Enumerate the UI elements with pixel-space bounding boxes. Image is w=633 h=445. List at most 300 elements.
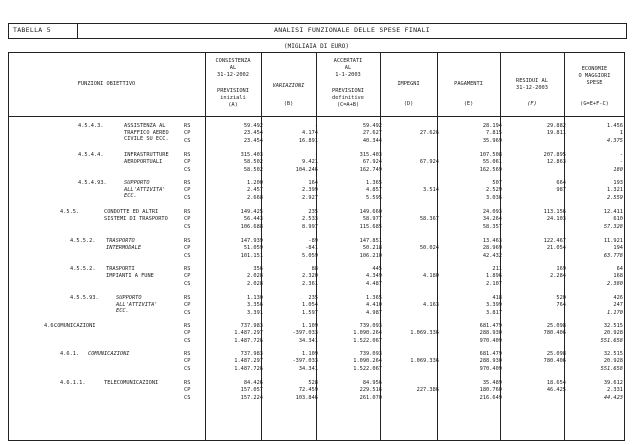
value-cell-c <box>326 238 382 260</box>
value <box>383 253 439 260</box>
value <box>383 338 439 345</box>
value: 2.107 <box>486 280 502 287</box>
value: 58.357 <box>482 223 502 230</box>
value <box>383 351 439 358</box>
value: 426 <box>613 295 623 301</box>
value-cell-f <box>510 323 566 345</box>
value: 7.815 <box>486 130 502 137</box>
value: 2.320 <box>302 273 318 280</box>
value: 3.391 <box>247 309 263 316</box>
value-cell-d <box>383 380 439 402</box>
value: 162.749 <box>359 166 382 173</box>
value: 64 <box>616 266 623 272</box>
value: 28.194 <box>482 123 502 129</box>
row-title-line: SUPPORTO <box>124 180 150 186</box>
value-cell-d <box>383 180 439 202</box>
value-cell-a <box>207 209 263 231</box>
value-cell-c <box>326 323 382 345</box>
value: 520 <box>556 295 566 301</box>
value: 418 <box>492 295 502 301</box>
value: 261.070 <box>359 394 382 401</box>
value: 72.459 <box>298 387 318 394</box>
value: 1.069.336 <box>410 330 439 337</box>
value: 50.024 <box>419 245 439 252</box>
row-code: 4.6. <box>44 323 57 329</box>
value: 35.969 <box>482 137 502 144</box>
value: 4.180 <box>423 273 439 280</box>
value: 88 <box>311 266 318 272</box>
value: 56.443 <box>243 216 263 223</box>
value: 3.399 <box>486 302 502 309</box>
row-code: 4.6.1.1. <box>60 380 86 386</box>
value: 1.069.336 <box>410 358 439 365</box>
value: 987 <box>556 187 566 194</box>
value: 737.983 <box>240 351 263 357</box>
type-code: CP <box>184 273 191 280</box>
value-cell-f <box>510 152 566 174</box>
value: - <box>619 159 623 166</box>
value: 235 <box>308 209 318 215</box>
value: 59.492 <box>362 123 382 129</box>
value <box>510 253 566 260</box>
value: 193 <box>613 180 623 186</box>
value: 780.406 <box>543 358 566 365</box>
value: 3.036 <box>486 194 502 201</box>
value <box>383 180 439 187</box>
value: -397.033 <box>292 330 318 337</box>
value: 157.224 <box>240 394 263 401</box>
value: 44.423 <box>603 394 623 401</box>
value-cell-e <box>446 209 502 231</box>
value <box>383 138 439 145</box>
value: 19.811 <box>546 130 566 137</box>
value: 42.432 <box>482 252 502 259</box>
value-cell-e <box>446 380 502 402</box>
value: 4.349 <box>366 273 382 280</box>
type-code: RS <box>184 123 191 129</box>
value-cell-g <box>567 266 623 288</box>
value: 180.760 <box>479 387 502 394</box>
value: 356 <box>253 266 263 272</box>
value: 2.028 <box>247 273 263 280</box>
value-cell-c <box>326 266 382 288</box>
value: 970.409 <box>479 365 502 372</box>
value <box>383 366 439 373</box>
value: 1.487.297 <box>234 358 263 365</box>
value-cell-b <box>262 123 318 145</box>
value: 59.492 <box>243 123 263 129</box>
table-row <box>8 238 625 262</box>
value: 2.533 <box>302 216 318 223</box>
header-residui: RESIDUI AL 31-12-2003 <box>516 78 548 91</box>
value: 3.817 <box>486 309 502 316</box>
value-cell-b <box>262 180 318 202</box>
value-cell-g <box>567 180 623 202</box>
value-cell-f <box>510 380 566 402</box>
row-types <box>184 152 196 174</box>
row-title-line: CONDOTTE ED ALTRI <box>104 209 159 215</box>
value: 27.627 <box>362 130 382 137</box>
value <box>383 380 439 387</box>
value-cell-e <box>446 123 502 145</box>
value: 1.321 <box>607 187 623 194</box>
type-code: CP <box>184 216 191 223</box>
value: 4.410 <box>366 302 382 309</box>
value: 315.403 <box>359 152 382 158</box>
value-cell-c <box>326 209 382 231</box>
value-cell-c <box>326 180 382 202</box>
value <box>383 281 439 288</box>
value: 58.502 <box>243 159 263 166</box>
value: 1.109 <box>302 351 318 357</box>
table-row <box>8 295 625 319</box>
value: 12.863 <box>546 159 566 166</box>
type-code: CS <box>184 137 191 144</box>
row-types <box>184 266 196 288</box>
value: 4.174 <box>302 130 318 137</box>
value: 149.660 <box>359 209 382 215</box>
header-funzioni: FUNZIONI OBIETTIVO <box>77 81 136 87</box>
value-cell-e <box>446 351 502 373</box>
value <box>510 138 566 145</box>
value: 168 <box>613 273 623 280</box>
value: 29.882 <box>546 123 566 129</box>
value: 149.425 <box>240 209 263 215</box>
value: 229.516 <box>359 387 382 394</box>
value: 739.093 <box>359 323 382 329</box>
row-title-line: INFRASTRUTTURE <box>124 152 169 158</box>
value: 107.508 <box>479 152 502 158</box>
value: 122.467 <box>543 238 566 244</box>
value: 18.654 <box>546 380 566 386</box>
value: 58.367 <box>419 216 439 223</box>
value-cell-d <box>383 238 439 260</box>
value: 2.927 <box>302 194 318 201</box>
header-residui-sub: (F) <box>527 101 537 107</box>
value-cell-e <box>446 152 502 174</box>
value: 247 <box>613 302 623 309</box>
value: 55.061 <box>482 159 502 166</box>
value-cell-g <box>567 380 623 402</box>
type-code: CS <box>184 309 191 316</box>
unit-label: (MIGLIAIA DI EURO) <box>283 43 350 50</box>
value-cell-b <box>262 323 318 345</box>
value-cell-a <box>207 295 263 317</box>
header-variazioni-sub: (B) <box>283 101 294 107</box>
value: 11.921 <box>603 238 623 244</box>
type-code: CP <box>184 187 191 194</box>
type-code: CP <box>184 302 191 309</box>
table-row <box>8 123 625 147</box>
value-cell-c <box>326 295 382 317</box>
value-cell-f <box>510 238 566 260</box>
value-cell-g <box>567 323 623 345</box>
type-code: CP <box>184 358 191 365</box>
row-types <box>184 380 196 402</box>
value: 216.649 <box>479 394 502 401</box>
type-code: CP <box>184 330 191 337</box>
value: 67.924 <box>362 159 382 166</box>
value: 1.090.264 <box>353 330 382 337</box>
value-cell-a <box>207 152 263 174</box>
value: 551.658 <box>600 337 623 344</box>
value <box>383 238 439 245</box>
header-accertati-sub: PREVISIONI definitive (C=A+B) <box>332 88 364 108</box>
value <box>510 310 566 317</box>
value: 1.054 <box>302 302 318 309</box>
value <box>510 167 566 174</box>
value-cell-c <box>326 380 382 402</box>
value: 20.928 <box>603 358 623 365</box>
value: 113.156 <box>543 209 566 215</box>
value: 103.846 <box>295 394 318 401</box>
header-variazioni: VARIAZIONI <box>272 83 305 89</box>
row-types <box>184 351 196 373</box>
value: 12.411 <box>603 209 623 215</box>
row-title-line: TRASPORTO <box>106 238 135 244</box>
value: 34.341 <box>298 337 318 344</box>
value-cell-d <box>383 323 439 345</box>
table-row <box>8 380 625 404</box>
value: 180 <box>613 166 623 173</box>
value: 58.977 <box>362 216 382 223</box>
row-title-line: SISTEMI DI TRASPORTO <box>104 215 168 222</box>
value: 39.612 <box>603 380 623 386</box>
value: 1.130 <box>247 295 263 301</box>
row-types <box>184 295 196 317</box>
value <box>383 123 439 130</box>
row-types <box>184 123 196 145</box>
row-title-line: AEROPORTUALI <box>124 158 163 165</box>
value: 63.778 <box>603 252 623 259</box>
value: 23.454 <box>243 137 263 144</box>
value-cell-g <box>567 351 623 373</box>
header-impegni: IMPEGNI <box>397 81 420 87</box>
value: 3.514 <box>423 187 439 194</box>
value: 1.522.067 <box>353 337 382 344</box>
value-cell-e <box>446 323 502 345</box>
value: 1.170 <box>607 309 623 316</box>
value: 288.930 <box>479 358 502 365</box>
value-cell-e <box>446 266 502 288</box>
value-cell-d <box>383 123 439 145</box>
row-code: 4.5.5.2. <box>70 238 96 244</box>
header-economie: ECONOMIE O MAGGIORI SPESE <box>578 66 611 86</box>
row-code: 4.5.5.2. <box>70 266 96 272</box>
value <box>510 224 566 231</box>
value-cell-g <box>567 152 623 174</box>
value: 32.515 <box>603 323 623 329</box>
value: 3.356 <box>247 302 263 309</box>
value-cell-d <box>383 295 439 317</box>
value: 445 <box>372 266 382 272</box>
row-title-line: IMPIANTI A FUNE <box>106 272 154 279</box>
type-code: RS <box>184 238 191 244</box>
value: 528 <box>308 380 318 386</box>
value-cell-b <box>262 209 318 231</box>
value: 13.463 <box>482 238 502 244</box>
header-consistenza: CONSISTENZA AL 31-12-2002 <box>215 58 251 78</box>
value: 106.688 <box>240 223 263 230</box>
value <box>383 295 439 302</box>
value-cell-a <box>207 266 263 288</box>
value-cell-e <box>446 180 502 202</box>
row-types <box>184 209 196 231</box>
value: 4.857 <box>366 187 382 194</box>
value: 507 <box>492 180 502 186</box>
value-cell-a <box>207 351 263 373</box>
value: - <box>314 123 318 129</box>
row-types <box>184 323 196 345</box>
value: 101.151 <box>240 252 263 259</box>
value-cell-g <box>567 238 623 260</box>
value: 1.597 <box>302 309 318 316</box>
value: 1.896 <box>486 273 502 280</box>
value-cell-c <box>326 123 382 145</box>
value: 970.409 <box>479 337 502 344</box>
value: 194 <box>613 245 623 252</box>
header-economie-sub: (G=E+F-C) <box>580 101 609 107</box>
value: 4.987 <box>366 309 382 316</box>
table-row <box>8 209 625 233</box>
type-code: CP <box>184 387 191 394</box>
value: 681.479 <box>479 351 502 357</box>
type-code: CP <box>184 159 191 166</box>
value-cell-b <box>262 238 318 260</box>
value: 2.668 <box>247 194 263 201</box>
table-title: ANALISI FUNZIONALE DELLE SPESE FINALI <box>274 26 430 34</box>
type-code: RS <box>184 351 191 357</box>
row-title-line: INTERMODALE <box>106 244 142 251</box>
value-cell-b <box>262 295 318 317</box>
value: 1.522.067 <box>353 365 382 372</box>
value: 46.425 <box>546 387 566 394</box>
row-title-line: ALL'ATTIVITA' <box>116 301 158 308</box>
value-cell-b <box>262 380 318 402</box>
value: 1.200 <box>247 180 263 186</box>
header-pagamenti-sub: (E) <box>463 101 474 107</box>
value: 2.457 <box>247 187 263 194</box>
value: 40.344 <box>362 137 382 144</box>
value <box>510 195 566 202</box>
value: 2.028 <box>247 280 263 287</box>
value: - <box>619 152 623 158</box>
table-row <box>8 266 625 290</box>
type-code: CS <box>184 337 191 344</box>
row-title-line: COMUNICAZIONI <box>88 351 130 357</box>
row-title-line: TRAFFICO AEREO <box>124 129 169 136</box>
value: 1.365 <box>366 180 382 186</box>
value <box>383 395 439 402</box>
row-title-line: TELECOMUNICAZIONI <box>104 380 159 386</box>
value: 780.406 <box>543 330 566 337</box>
row-title-line: ASSISTENZA AL <box>124 123 166 129</box>
value: 288.930 <box>479 330 502 337</box>
value: 8.997 <box>302 223 318 230</box>
type-code: CS <box>184 223 191 230</box>
value: 737.983 <box>240 323 263 329</box>
row-types <box>184 238 196 260</box>
value: 315.403 <box>240 152 263 158</box>
row-title-line: ALL'ATTIVITA' <box>124 186 166 193</box>
type-code: RS <box>184 266 191 272</box>
value: 32.515 <box>603 351 623 357</box>
value-cell-g <box>567 209 623 231</box>
table-row <box>8 180 625 204</box>
value-cell-c <box>326 351 382 373</box>
value: 739.093 <box>359 351 382 357</box>
value <box>383 195 439 202</box>
table-label: TABELLA 5 <box>13 26 51 34</box>
value-cell-a <box>207 380 263 402</box>
value: 1.487.297 <box>234 330 263 337</box>
value: 34.264 <box>482 216 502 223</box>
value: 84.426 <box>243 380 263 386</box>
value: 147.939 <box>240 238 263 244</box>
value: 664 <box>556 180 566 186</box>
row-title-line: CIVILE SU ECC. <box>124 136 169 143</box>
value: 25.098 <box>546 351 566 357</box>
value-cell-g <box>567 295 623 317</box>
header-impegni-sub: (D) <box>403 101 414 107</box>
value <box>383 209 439 216</box>
value-cell-a <box>207 180 263 202</box>
value: 551.658 <box>600 365 623 372</box>
value: 2.361 <box>302 280 318 287</box>
value: -841 <box>305 245 318 252</box>
value: 58.502 <box>243 166 263 173</box>
row-title-line: ECC. <box>124 193 137 200</box>
value: 20.928 <box>603 330 623 337</box>
type-code: RS <box>184 323 191 329</box>
value-cell-d <box>383 152 439 174</box>
type-code: CS <box>184 252 191 259</box>
table-title-bar <box>8 23 627 39</box>
header-pagamenti: PAGAMENTI <box>454 81 483 87</box>
value: 235 <box>308 295 318 301</box>
value: 157.057 <box>240 387 263 394</box>
value: 35.489 <box>482 380 502 386</box>
value: 34.341 <box>298 365 318 372</box>
table-row <box>8 152 625 176</box>
value: 104.246 <box>295 166 318 173</box>
row-code: 4.5.5.93. <box>70 295 99 301</box>
value <box>383 310 439 317</box>
row-title-line: SUPPORTO <box>116 295 142 301</box>
value-cell-f <box>510 180 566 202</box>
value: 162.569 <box>479 166 502 173</box>
header-divider <box>8 116 625 117</box>
value: 50.218 <box>362 245 382 252</box>
type-code: CS <box>184 365 191 372</box>
value: 1.487.726 <box>234 337 263 344</box>
table-row <box>8 323 625 347</box>
type-code: CS <box>184 280 191 287</box>
value <box>383 266 439 273</box>
type-code: CP <box>184 130 191 137</box>
value: 9.421 <box>302 159 318 166</box>
value: 27.626 <box>419 130 439 137</box>
row-code: 4.5.4.93. <box>78 180 107 186</box>
row-types <box>184 180 196 202</box>
value: 2.559 <box>607 194 623 201</box>
value: 147.851 <box>359 238 382 244</box>
value: 84.956 <box>362 380 382 386</box>
value: 207.895 <box>543 152 566 158</box>
value: 4.375 <box>607 137 623 144</box>
value: 681.479 <box>479 323 502 329</box>
value <box>383 224 439 231</box>
